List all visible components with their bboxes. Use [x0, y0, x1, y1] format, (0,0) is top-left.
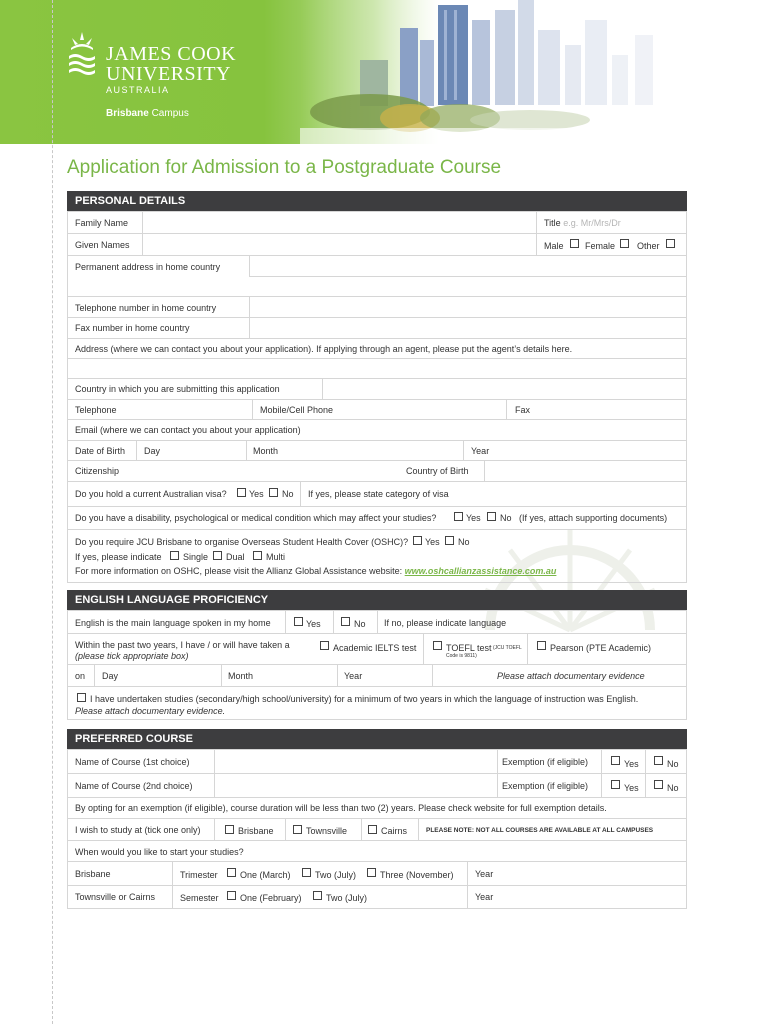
permanent-address-field[interactable] — [250, 256, 686, 296]
cell-divider — [418, 818, 419, 840]
cairns-label: Cairns — [381, 826, 408, 836]
country-birth-field[interactable] — [485, 461, 685, 481]
row-divider — [67, 840, 687, 841]
semester-label: Semester — [180, 893, 219, 903]
oshc-indicate-label: If yes, please indicate — [75, 552, 162, 562]
cell-divider — [300, 481, 301, 506]
contact-address-field[interactable] — [68, 359, 686, 378]
cell-divider — [214, 818, 215, 840]
tick-note: (please tick appropriate box) — [75, 651, 189, 661]
campus-label — [106, 108, 189, 119]
dob-month-label: Month — [253, 446, 279, 456]
exemption-first-label: Exemption (if eligible) — [502, 757, 589, 767]
cell-divider — [432, 664, 433, 686]
townsville-checkbox[interactable] — [293, 825, 302, 834]
oshc-info-text: For more information on OSHC, please visit the Allianz Global Assistance website: — [75, 566, 403, 576]
pearson-label: Pearson (PTE Academic) — [550, 643, 652, 653]
indicate-language-field[interactable] — [515, 611, 686, 633]
undertaken-studies-label: I have undertaken studies (secondary/high school/university) for a minimum of two years in which the language of instruction was English. — [90, 694, 639, 704]
given-names-label: Given Names — [75, 240, 130, 250]
exemption-note: By opting for an exemption (if eligible), course duration will be less than two (2) years. Please check website for full exemption details. — [75, 803, 607, 813]
semester-two-checkbox[interactable] — [313, 891, 322, 900]
family-name-label: Family Name — [75, 218, 129, 228]
study-at-label: I wish to study at (tick one only) — [75, 825, 201, 835]
disability-note: (If yes, attach supporting documents) — [519, 513, 668, 523]
disability-question: Do you have a disability, psychological or medical condition which may affect your studies? — [75, 513, 437, 523]
trimester-two-label: Two (July) — [315, 870, 357, 880]
form-title: Application for Admission to a Postgraduate Course — [67, 157, 502, 178]
cell-divider — [136, 440, 137, 460]
dob-year-label: Year — [471, 446, 490, 456]
university-name-line1: JAMES COOK — [106, 43, 237, 65]
fax-home-field[interactable] — [250, 318, 686, 338]
given-names-field[interactable] — [143, 234, 536, 255]
disability-no-checkbox[interactable] — [487, 512, 496, 521]
townsville-year-label: Year — [475, 892, 494, 902]
exemption-second-no-checkbox[interactable] — [654, 780, 663, 789]
exemption-second-no-label: No — [667, 783, 679, 793]
cell-divider — [536, 233, 537, 255]
semester-one-checkbox[interactable] — [227, 891, 236, 900]
dob-day-label: Day — [144, 446, 161, 456]
test-month-label: Month — [228, 671, 254, 681]
visa-question: Do you hold a current Australian visa? — [75, 489, 227, 499]
mobile-label: Mobile/Cell Phone — [260, 405, 334, 415]
townsville-cairns-row-label: Townsville or Cairns — [75, 892, 156, 902]
toefl-checkbox[interactable] — [433, 641, 442, 650]
visa-category-label: If yes, please state category of visa — [308, 489, 449, 499]
email-field[interactable] — [320, 420, 686, 439]
telephone-home-label: Telephone number in home country — [75, 303, 217, 313]
oshc-no-checkbox[interactable] — [445, 536, 454, 545]
fax-field[interactable] — [533, 400, 685, 419]
left-margin-guide — [52, 0, 53, 1024]
citizenship-label: Citizenship — [75, 466, 120, 476]
main-language-label: English is the main language spoken in my home — [75, 618, 271, 628]
cell-divider — [467, 861, 468, 909]
family-name-field[interactable] — [143, 212, 536, 233]
course-second-label: Name of Course (2nd choice) — [75, 781, 193, 791]
start-question: When would you like to start your studies? — [75, 847, 244, 857]
oshc-link[interactable]: www.oshcallianzassistance.com.au — [404, 566, 557, 576]
trimester-one-checkbox[interactable] — [227, 868, 236, 877]
cell-divider — [423, 633, 424, 664]
attach-evidence-note: Please attach documentary evidence — [497, 671, 645, 681]
cell-divider — [506, 399, 507, 419]
test-day-field[interactable] — [120, 665, 219, 686]
course-first-field[interactable] — [215, 750, 495, 773]
row-divider — [67, 506, 687, 507]
telephone-home-field[interactable] — [250, 297, 686, 317]
country-submitting-label: Country in which you are submitting this application — [75, 384, 280, 394]
cell-divider — [645, 749, 646, 797]
ielts-label: Academic IELTS test — [333, 643, 417, 653]
trimester-three-label: Three (November) — [380, 870, 454, 880]
jcu-logo-icon — [68, 30, 96, 80]
visa-no-label: No — [282, 489, 294, 499]
female-checkbox[interactable] — [620, 239, 629, 248]
telephone-label: Telephone — [75, 405, 117, 415]
main-language-yes-label: Yes — [306, 619, 321, 629]
cell-divider — [497, 749, 498, 797]
brisbane-year-label: Year — [475, 869, 494, 879]
course-first-label: Name of Course (1st choice) — [75, 757, 190, 767]
preferred-course-heading: PREFERRED COURSE — [67, 729, 687, 749]
visa-yes-checkbox[interactable] — [237, 488, 246, 497]
title-field[interactable] — [600, 212, 686, 233]
mobile-field[interactable] — [340, 400, 504, 419]
cell-divider — [246, 440, 247, 460]
cell-divider — [94, 664, 95, 686]
campus-bold: Brisbane — [106, 108, 149, 119]
dob-year-field[interactable] — [492, 441, 685, 460]
course-second-field[interactable] — [215, 774, 495, 797]
visa-category-field[interactable] — [452, 482, 686, 506]
townsville-year-field[interactable] — [500, 886, 686, 908]
exemption-first-no-checkbox[interactable] — [654, 756, 663, 765]
dob-label: Date of Birth — [75, 446, 126, 456]
cell-divider — [252, 399, 253, 419]
email-label: Email (where we can contact you about your application) — [75, 425, 301, 435]
telephone-field[interactable] — [120, 400, 250, 419]
test-year-field[interactable] — [365, 665, 430, 686]
cell-divider — [221, 664, 222, 686]
oshc-yes-label: Yes — [425, 537, 440, 547]
country-submitting-field[interactable] — [323, 379, 686, 399]
oshc-single-checkbox[interactable] — [170, 551, 179, 560]
row-divider — [67, 633, 687, 634]
townsville-label: Townsville — [306, 826, 348, 836]
male-label: Male — [544, 241, 564, 251]
main-language-yes-checkbox[interactable] — [294, 617, 303, 626]
oshc-yes-checkbox[interactable] — [413, 536, 422, 545]
pearson-checkbox[interactable] — [537, 641, 546, 650]
university-name-line2: UNIVERSITY — [106, 63, 231, 85]
toefl-note-1: (JCU TOEFL — [493, 645, 522, 651]
brisbane-year-field[interactable] — [500, 862, 686, 885]
cell-divider — [285, 818, 286, 840]
oshc-info — [75, 566, 556, 577]
cell-divider — [285, 610, 286, 633]
fax-label: Fax — [515, 405, 531, 415]
english-heading: ENGLISH LANGUAGE PROFICIENCY — [67, 590, 687, 610]
trimester-three-checkbox[interactable] — [367, 868, 376, 877]
oshc-dual-label: Dual — [226, 552, 245, 562]
disability-yes-checkbox[interactable] — [454, 512, 463, 521]
exemption-first-yes-checkbox[interactable] — [611, 756, 620, 765]
cell-divider — [337, 664, 338, 686]
past-two-years-label: Within the past two years, I have / or will have taken a — [75, 640, 290, 650]
title-placeholder: e.g. Mr/Mrs/Dr — [563, 218, 621, 228]
disability-yes-label: Yes — [466, 513, 481, 523]
brisbane-checkbox[interactable] — [225, 825, 234, 834]
oshc-multi-checkbox[interactable] — [253, 551, 262, 560]
row-divider — [67, 529, 687, 530]
fax-home-label: Fax number in home country — [75, 323, 190, 333]
male-checkbox[interactable] — [570, 239, 579, 248]
toefl-label: TOEFL test — [446, 643, 492, 653]
test-on-label: on — [75, 671, 86, 681]
contact-address-label: Address (where we can contact you about your application). If applying through an agent, please put the agent’s details here. — [75, 344, 573, 354]
citizenship-field[interactable] — [130, 461, 400, 481]
cell-divider — [463, 440, 464, 460]
test-month-field[interactable] — [258, 665, 335, 686]
brisbane-label: Brisbane — [238, 826, 274, 836]
city-skyline-image — [300, 0, 770, 144]
row-divider — [67, 686, 687, 687]
cell-divider — [361, 818, 362, 840]
other-checkbox[interactable] — [666, 239, 675, 248]
main-language-no-label: No — [354, 619, 366, 629]
row-divider — [67, 797, 687, 798]
campus-rest: Campus — [151, 108, 189, 119]
visa-no-checkbox[interactable] — [269, 488, 278, 497]
campus-availability-note: PLEASE NOTE: NOT ALL COURSES ARE AVAILABLE AT ALL CAMPUSES — [426, 827, 654, 834]
main-language-no-checkbox[interactable] — [341, 617, 350, 626]
country-birth-label: Country of Birth — [406, 466, 469, 476]
oshc-multi-label: Multi — [266, 552, 286, 562]
attach-evidence-note-2: Please attach documentary evidence. — [75, 706, 226, 716]
dob-day-field[interactable] — [164, 441, 244, 460]
row-divider — [67, 818, 687, 819]
university-country: AUSTRALIA — [106, 85, 170, 95]
trimester-two-checkbox[interactable] — [302, 868, 311, 877]
oshc-single-label: Single — [183, 552, 209, 562]
oshc-dual-checkbox[interactable] — [213, 551, 222, 560]
test-year-label: Year — [344, 671, 363, 681]
oshc-question: Do you require JCU Brisbane to organise Overseas Student Health Cover (OSHC)? — [75, 537, 409, 547]
exemption-second-label: Exemption (if eligible) — [502, 781, 589, 791]
undertaken-studies-checkbox[interactable] — [77, 693, 86, 702]
cell-divider — [377, 610, 378, 633]
disability-no-label: No — [500, 513, 512, 523]
row-divider — [67, 338, 687, 339]
brisbane-row-label: Brisbane — [75, 869, 111, 879]
indicate-language-label: If no, please indicate language — [384, 618, 507, 628]
ielts-checkbox[interactable] — [320, 641, 329, 650]
cell-divider — [601, 749, 602, 797]
personal-details-heading: PERSONAL DETAILS — [67, 191, 687, 211]
semester-one-label: One (February) — [240, 893, 302, 903]
permanent-address-label: Permanent address in home country — [75, 262, 221, 272]
test-day-label: Day — [102, 671, 119, 681]
female-label: Female — [585, 241, 616, 251]
exemption-first-no-label: No — [667, 759, 679, 769]
title-label-text: Title — [544, 218, 561, 228]
cell-divider — [333, 610, 334, 633]
dob-month-field[interactable] — [285, 441, 461, 460]
cairns-checkbox[interactable] — [368, 825, 377, 834]
trimester-one-label: One (March) — [240, 870, 291, 880]
other-label: Other — [637, 241, 660, 251]
cell-divider — [536, 211, 537, 233]
exemption-second-yes-label: Yes — [624, 783, 639, 793]
cell-divider — [527, 633, 528, 664]
trimester-label: Trimester — [180, 870, 218, 880]
visa-yes-label: Yes — [249, 489, 264, 499]
exemption-second-yes-checkbox[interactable] — [611, 780, 620, 789]
toefl-note-2: Code is 9811) — [446, 653, 477, 659]
oshc-no-label: No — [458, 537, 470, 547]
cell-divider — [172, 861, 173, 909]
semester-two-label: Two (July) — [326, 893, 368, 903]
exemption-first-yes-label: Yes — [624, 759, 639, 769]
